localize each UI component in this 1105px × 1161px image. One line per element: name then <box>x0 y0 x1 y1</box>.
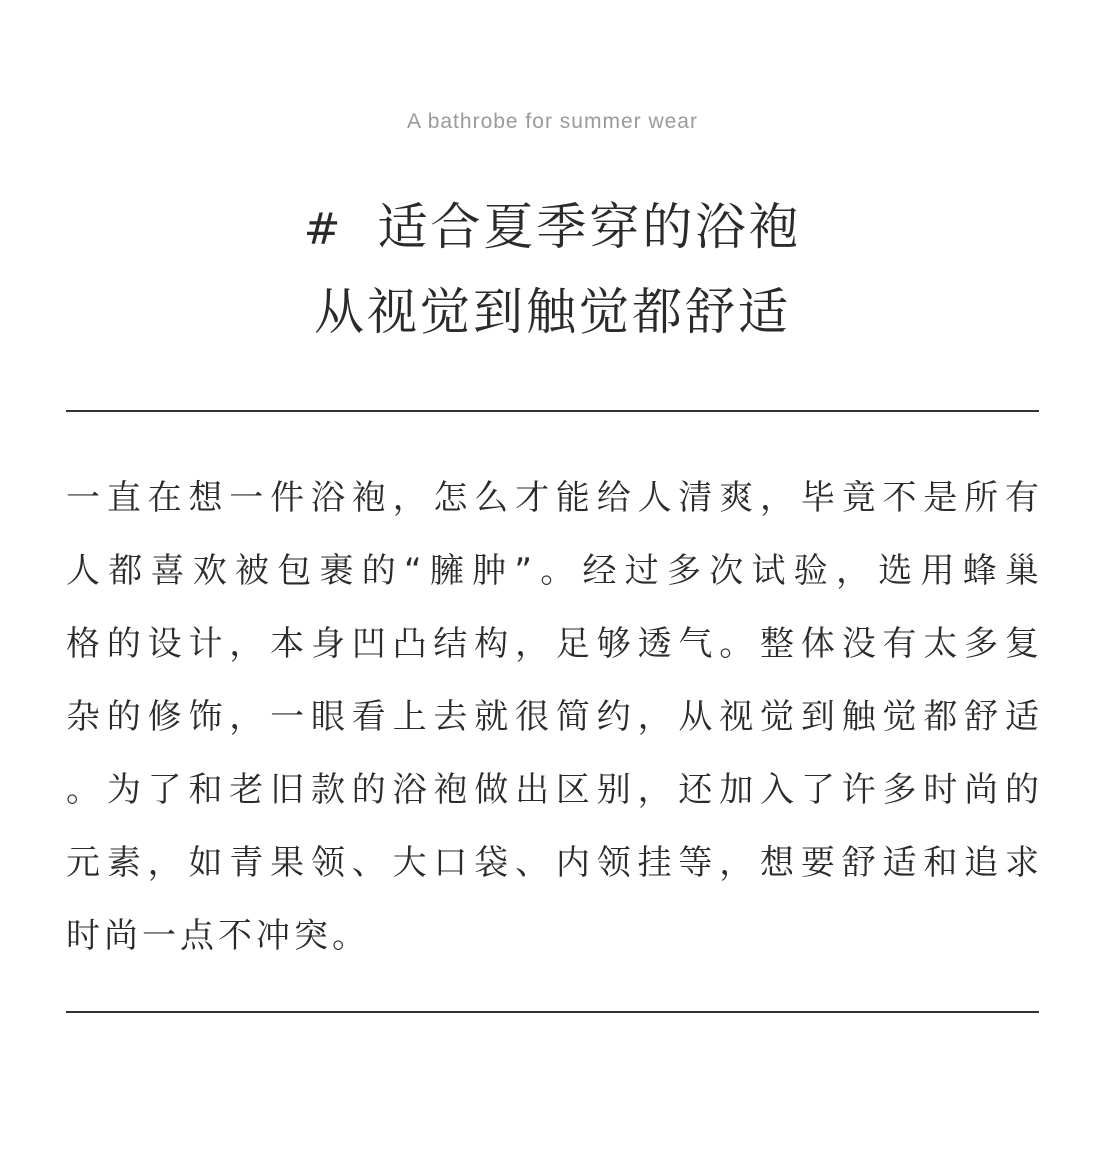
english-subtitle: A bathrobe for summer wear <box>407 110 698 133</box>
title-line-1 <box>0 186 1105 271</box>
body-line: 时尚一点不冲突。 <box>66 916 370 956</box>
body-line: 杂的修饰，一眼看上去就很简约，从视觉到触觉都舒适 <box>66 697 1039 737</box>
bottom-divider <box>66 1011 1039 1013</box>
title-line-2: 从视觉到触觉都舒适 <box>314 283 791 341</box>
body-line: 人都喜欢被包裹的“臃肿”。经过多次试验，选用蜂巢 <box>66 551 1039 591</box>
body-paragraph <box>66 462 1039 973</box>
hash-mark: # <box>303 204 344 255</box>
top-divider <box>66 410 1039 412</box>
title-line-1-text: 适合夏季穿的浴袍 <box>377 198 802 256</box>
body-line: 。为了和老旧款的浴袍做出区别，还加入了许多时尚的 <box>66 770 1039 810</box>
body-line: 格的设计，本身凹凸结构，足够透气。整体没有太多复 <box>66 624 1039 664</box>
body-line: 一直在想一件浴袍，怎么才能给人清爽，毕竟不是所有 <box>66 478 1039 518</box>
body-line: 元素，如青果领、大口袋、内领挂等，想要舒适和追求 <box>66 843 1039 883</box>
page-title <box>0 186 1105 353</box>
